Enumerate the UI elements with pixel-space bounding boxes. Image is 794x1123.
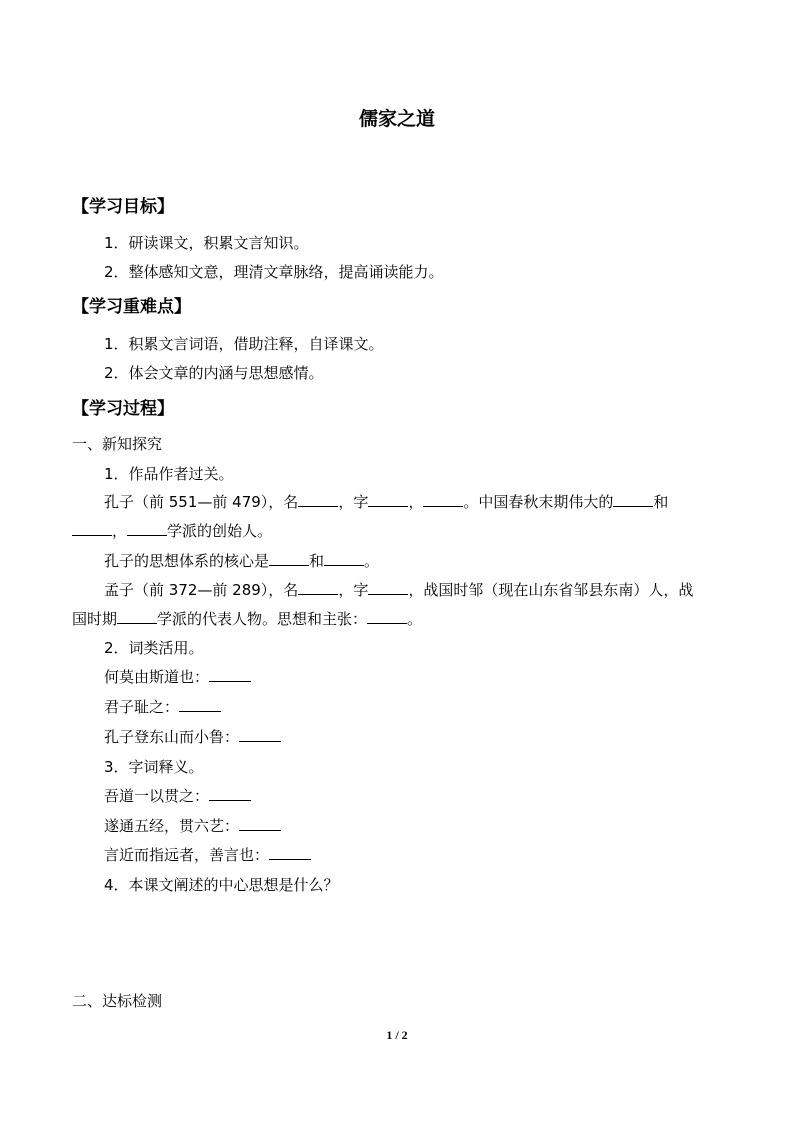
kongzi-text-b: ，字: [338, 493, 369, 511]
q3-item-2-text: 遂通五经，贯六艺：: [104, 817, 240, 835]
part-1-heading: 一、新知探究: [72, 435, 163, 453]
q3-item-2: [104, 816, 281, 836]
fill-blank-q3-1[interactable]: [209, 786, 251, 801]
kongzi-line-1: [104, 492, 668, 512]
q3-item-3-text: 言近而指远者，善言也：: [104, 846, 270, 864]
mengzi-text-f: 。: [407, 610, 423, 628]
kongzi-line-2: [72, 521, 272, 541]
page-title: 儒家之道: [358, 108, 435, 130]
fill-blank-kongzi-role-2[interactable]: [72, 521, 112, 536]
question-3: 3．字词释义。: [104, 758, 204, 776]
fill-blank-kongzi-role-1[interactable]: [613, 492, 653, 507]
part-2-heading: 二、达标检测: [72, 992, 163, 1010]
q3-item-1-text: 吾道一以贯之：: [104, 787, 210, 805]
q3-item-3: [104, 845, 311, 865]
mengzi-text-b: ，字: [338, 581, 369, 599]
fill-blank-q2-1[interactable]: [209, 667, 251, 682]
q2-item-1: [104, 667, 251, 687]
core-text-b: 和: [309, 552, 325, 570]
q2-item-2: [104, 697, 221, 717]
fill-blank-kongzi-school[interactable]: [127, 521, 167, 536]
fill-blank-mengzi-school[interactable]: [117, 609, 157, 624]
question-2: 2．词类活用。: [104, 639, 204, 657]
kongzi-text-a: 孔子（前 551—前 479），名: [104, 493, 299, 511]
question-4: 4．本课文阐述的中心思想是什么？: [104, 876, 339, 894]
core-text-c: 。: [364, 552, 380, 570]
mengzi-line-2: [72, 609, 422, 629]
q2-item-2-text: 君子耻之：: [104, 698, 180, 716]
question-1: 1．作品作者过关。: [104, 465, 234, 483]
mengzi-text-e: 学派的代表人物。思想和主张：: [157, 610, 368, 628]
section-heading-process: 【学习过程】: [72, 399, 174, 419]
fill-blank-q3-3[interactable]: [269, 845, 311, 860]
mengzi-text-d: 国时期: [72, 610, 118, 628]
fill-blank-q2-3[interactable]: [239, 727, 281, 742]
q2-item-3-text: 孔子登东山而小鲁：: [104, 728, 240, 746]
fill-blank-mengzi-ideas[interactable]: [367, 609, 407, 624]
fill-blank-q3-2[interactable]: [239, 816, 281, 831]
goal-item-1: 1．研读课文，积累文言知识。: [104, 234, 309, 252]
mengzi-text-c: ，战国时邹（现在山东省邹县东南）人，战: [408, 581, 694, 599]
page-number: 1 / 2: [386, 1028, 408, 1042]
fill-blank-kongzi-name[interactable]: [298, 492, 338, 507]
q2-item-3: [104, 727, 281, 747]
fill-blank-core-2[interactable]: [324, 551, 364, 566]
kongzi-text-g: 学派的创始人。: [167, 522, 273, 540]
mengzi-line-1: [104, 580, 693, 600]
kongzi-text-e: 和: [653, 493, 669, 511]
q2-item-1-text: 何莫由斯道也：: [104, 668, 210, 686]
core-text-a: 孔子的思想体系的核心是: [104, 552, 270, 570]
fill-blank-mengzi-courtesy[interactable]: [368, 580, 408, 595]
kongzi-text-f: ，: [112, 522, 128, 540]
fill-blank-kongzi-courtesy[interactable]: [368, 492, 408, 507]
fill-blank-kongzi-extra[interactable]: [423, 492, 463, 507]
fill-blank-mengzi-name[interactable]: [298, 580, 338, 595]
kongzi-text-c: ，: [408, 493, 424, 511]
q3-item-1: [104, 786, 251, 806]
fill-blank-core-1[interactable]: [269, 551, 309, 566]
keypoint-item-1: 1．积累文言词语，借助注释，自译课文。: [104, 335, 384, 353]
mengzi-text-a: 孟子（前 372—前 289），名: [104, 581, 299, 599]
core-line: [104, 551, 379, 571]
kongzi-text-d: 。中国春秋末期伟大的: [463, 493, 614, 511]
section-heading-keypoints: 【学习重难点】: [72, 297, 191, 317]
fill-blank-q2-2[interactable]: [179, 697, 221, 712]
goal-item-2: 2．整体感知文意，理清文章脉络，提高诵读能力。: [104, 263, 444, 281]
section-heading-goals: 【学习目标】: [72, 197, 174, 217]
keypoint-item-2: 2．体会文章的内涵与思想感情。: [104, 364, 324, 382]
